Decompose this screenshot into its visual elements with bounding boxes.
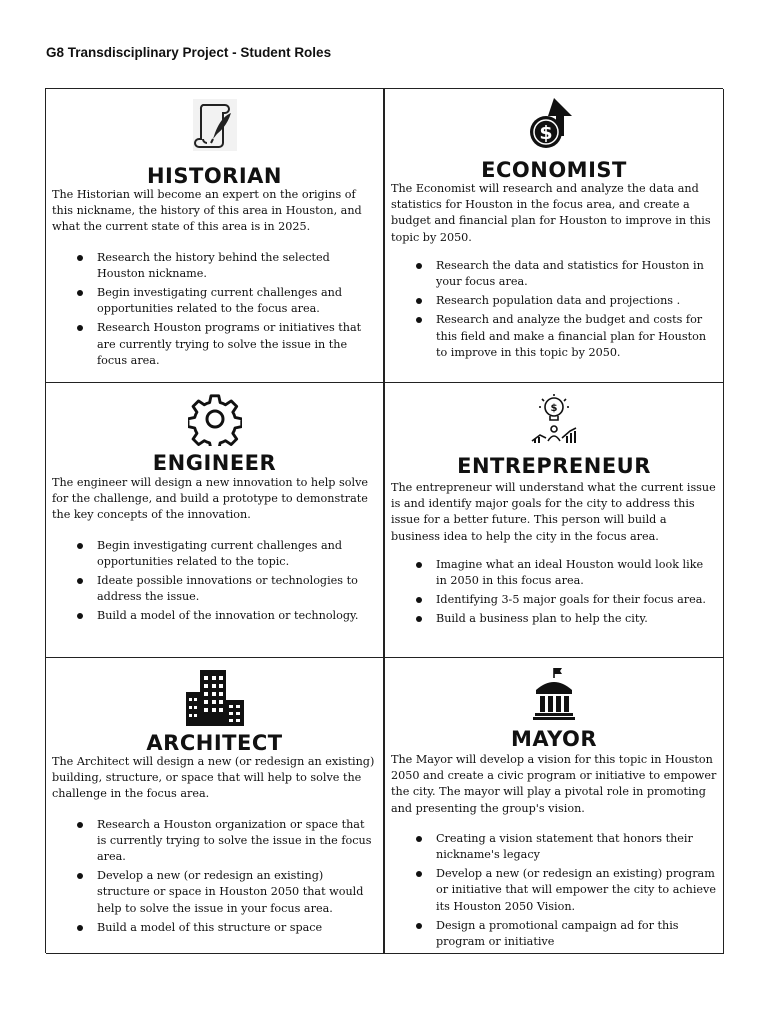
role-card-economist [385,89,724,383]
task-list [52,250,377,369]
scroll-quill-icon [52,89,377,165]
list-item: Research and analyze the budget and costs for this field and make a financial plan for Houston to improve in this topic by 2050. [436,312,717,361]
svg-text:$: $ [539,122,553,144]
role-card-entrepreneur [385,383,724,658]
role-description: The Mayor will develop a vision for this topic in Houston 2050 and create a civic program or initiative to empower the city. The mayor will play a pivotal role in promoting and presenting the group's vision. [391,753,717,815]
list-item: Identifying 3-5 major goals for their focus area. [436,592,717,608]
list-item: Build a model of the innovation or technology. [97,608,377,624]
page-title: G8 Transdisciplinary Project - Student Roles [46,45,332,60]
role-title: ECONOMIST [481,158,627,182]
list-item: Research Houston programs or initiatives that are currently trying to solve the issue in the focus area. [97,320,377,369]
task-list [391,831,717,950]
gear-icon [52,383,377,452]
svg-text:$: $ [550,403,558,414]
list-item: Build a business plan to help the city. [436,611,717,627]
list-item: Design a promotional campaign ad for this program or initiative [436,918,717,950]
roles-grid [45,88,723,953]
buildings-icon [52,658,377,732]
role-title: HISTORIAN [146,164,282,188]
task-list [391,258,717,361]
list-item: Develop a new (or redesign an existing) program or initiative that will empower the city to achieve its Houston 2050 Vision. [436,866,717,915]
list-item: Imagine what an ideal Houston would look like in 2050 in this focus area. [436,557,717,589]
role-title: ENGINEER [152,451,277,475]
list-item: Creating a vision statement that honors their nickname's legacy [436,831,717,863]
city-hall-icon [391,658,717,728]
role-card-historian [46,89,385,383]
list-item: Research the history behind the selected Houston nickname. [97,250,377,282]
list-item: Begin investigating current challenges and opportunities related to the topic. [97,538,377,570]
task-list [52,817,377,936]
task-list [391,557,717,628]
task-list [52,538,377,625]
role-title: MAYOR [510,727,598,751]
list-item: Research population data and projections . [436,293,717,309]
list-item: Build a model of this structure or space [97,920,377,936]
role-description: The Economist will research and analyze the data and statistics for Houston in the focus area, and create a budget and financial plan for Houston to improve in this topic by 2050. [391,182,711,244]
list-item: Research a Houston organization or space that is currently trying to solve the issue in the focus area. [97,817,377,866]
role-description: The Architect will design a new (or redesign an existing) building, structure, or space that will help to solve the challenge in the focus area. [52,755,375,801]
lightbulb-business-icon [391,383,717,455]
role-description: The engineer will design a new innovation to help solve for the challenge, and build a prototype to demonstrate the key concepts of the innovation. [52,476,369,522]
list-item: Research the data and statistics for Houston in your focus area. [436,258,717,290]
role-title: ENTREPRENEUR [457,454,651,478]
dollar-growth-icon [391,89,717,159]
list-item: Ideate possible innovations or technologies to address the issue. [97,573,377,605]
role-description: The Historian will become an expert on the origins of this nickname, the history of this area in Houston, and what the current state of this area is in 2025. [52,188,362,234]
role-card-mayor [385,658,724,954]
list-item: Develop a new (or redesign an existing) structure or space in Houston 2050 that would help to solve the issue in your focus area. [97,868,377,917]
list-item: Begin investigating current challenges and opportunities related to the focus area. [97,285,377,317]
role-card-engineer [46,383,385,658]
role-title: ARCHITECT [146,731,283,755]
role-card-architect [46,658,385,954]
role-description: The entrepreneur will understand what the current issue is and identify major goals for the city to address this issue for a better future. This person will build a business idea to help the city in the focus area. [391,481,716,543]
